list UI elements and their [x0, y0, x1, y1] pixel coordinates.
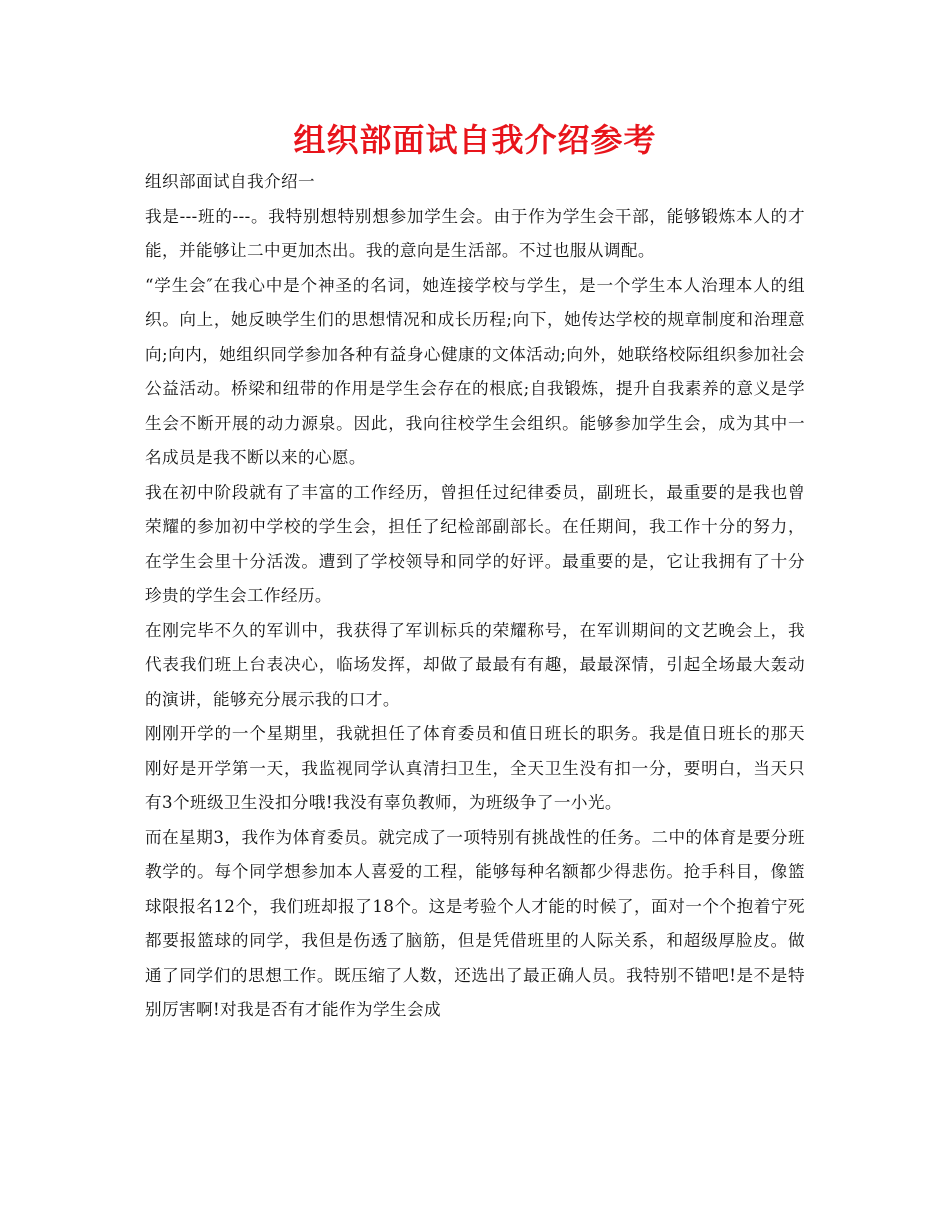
paragraph-student-union: “学生会″在我心中是个神圣的名词，她连接学校与学生，是一个学生本人治理本人的组织。向上，她反映学生们的思想情况和成长历程;向下，她传达学校的规章制度和治理意向;向内，她组织同学参加各种有益身心健康的文体活动;向外，她联络校际组织参加社会公益活动。桥梁和纽带的作用是学生会存在的根底;自我锻炼，提升自我素养的意义是学生会不断开展的动力源泉。因此，我向往校学生会组织。能够参加学生会，成为其中一名成员是我不断以来的心愿。	[145, 275, 805, 467]
paragraph-middle-school-experience: 我在初中阶段就有了丰富的工作经历，曾担任过纪律委员，副班长，最重要的是我也曾荣耀的参加初中学校的学生会，担任了纪检部副部长。在任期间，我工作十分的努力，在学生会里十分活泼。遭到了学校领导和同学的好评。最重要的是，它让我拥有了十分珍贵的学生会工作经历。	[145, 482, 805, 605]
document-body	[145, 165, 805, 1028]
page-title: 组织部面试自我介绍参考	[293, 121, 657, 159]
section-heading: 组织部面试自我介绍一	[145, 172, 315, 191]
paragraph-sports-committee: 而在星期3，我作为体育委员。就完成了一项特别有挑战性的任务。二中的体育是要分班教学的。每个同学想参加本人喜爱的工程，能够每种名额都少得悲伤。抢手科目，像篮球限报名12个，我们班却报了18个。这是考验个人才能的时候了，面对一个个抱着宁死都要报篮球的同学，我但是伤透了脑筋，但是凭借班里的人际关系，和超级厚脸皮。做通了同学们的思想工作。既压缩了人数，还选出了最正确人员。我特别不错吧!是不是特别厉害啊!对我是否有才能作为学生会成	[145, 827, 805, 1019]
paragraph-duty-monitor: 刚刚开学的一个星期里，我就担任了体育委员和值日班长的职务。我是值日班长的那天刚好是开学第一天，我监视同学认真清扫卫生，全天卫生没有扣一分，要明白，当天只有3个班级卫生没扣分哦!我没有辜负教师，为班级争了一小光。	[145, 724, 805, 812]
paragraph-intro: 我是---班的---。我特别想特别想参加学生会。由于作为学生会干部，能够锻炼本人的才能，并能够让二中更加杰出。我的意向是生活部。不过也服从调配。	[145, 206, 805, 260]
paragraph-military-training: 在刚完毕不久的军训中，我获得了军训标兵的荣耀称号，在军训期间的文艺晚会上，我代表我们班上台表决心，临场发挥，却做了最最有有趣，最最深情，引起全场最大轰动的演讲，能够充分展示我的口才。	[145, 620, 805, 709]
